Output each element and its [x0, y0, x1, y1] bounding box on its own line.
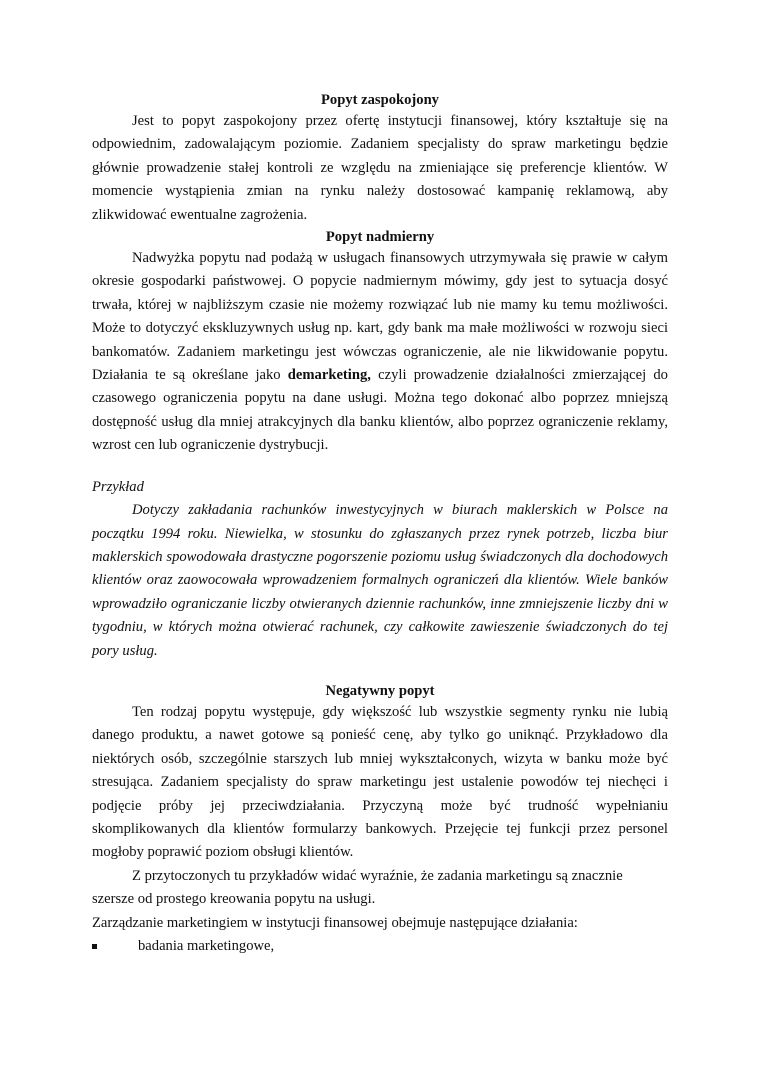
paragraph-negatywny-popyt: Ten rodzaj popytu występuje, gdy większość lub wszystkie segmenty rynku nie lubią danego produktu, a nawet gotowe są ponieść cenę, aby tylko go uniknąć. Przykładowo dla niektórych osób, szczególnie starszych lub mniej wykształconych, wizyta w banku może być stresująca. Zadaniem specjalisty do spraw marketingu jest ustalenie powodów tej niechęci i podjęcie próby jej przeciwdziałania. Przyczyną może być trudność wypełnianiu skomplikowanych dla klientów formularzy bankowych. Przejęcie tej funkcji przez personel mogłoby poprawić poziom obsługi klientów.: [92, 703, 668, 861]
document-content: [92, 90, 668, 959]
term-demarketing: demarketing,: [287, 367, 371, 384]
paragraph-popyt-zaspokojony: Jest to popyt zaspokojony przez ofertę instytucji finansowej, który kształtuje się na odpowiednim, zadowalającym poziomie. Zadaniem specjalisty do spraw marketingu będzie głównie prowadzenie stałej kontroli ze względu na zmieniające się preferencje klientów. W momencie wystąpienia zmian na rynku należy dostosować kampanię reklamową, aby zlikwidować ewentualne zagrożenia.: [92, 113, 668, 223]
heading-popyt-nadmierny: Popyt nadmierny: [325, 229, 435, 246]
paragraph-text: Nadwyżka popytu nad podażą w usługach finansowych utrzymywała się prawie w całym okresie gospodarki państwowej. O popycie nadmiernym mówimy, gdy jest to sytuacja dosyć trwała, której w najbliższym czasie nie możemy rozwiązać lub nie mamy ku temu możliwości. Może to dotyczyć ekskluzywnych usług np. kart, gdy bank ma małe możliwości w rozwoju sieci bankomatów. Zadaniem marketingu jest wówczas ograniczenie, ale nie likwidowanie popytu. Działania te są określane jako: [92, 250, 668, 384]
spacer: [92, 663, 668, 681]
heading-popyt-zaspokojony: Popyt zaspokojony: [321, 92, 439, 108]
list-item-text: badania marketingowe,: [138, 938, 275, 954]
paragraph-example: Dotyczy zakładania rachunków inwestycyjnych w biurach maklerskich w Polsce na początku 1994 roku. Niewielka, w stosunku do zgłaszanych przez rynek potrzeb, liczba biur maklerskich spowodowała drastyczne pogorszenie poziomu usług świadczonych dla dochodowych klientów oraz zaowocowała wprowadzeniem formalnych ograniczeń dla klientów. Wiele banków wprowadziło ograniczanie liczby otwieranych dziennie rachunków, inne zmniejszenie liczby dni w tygodniu, w których można otwierać rachunek, czy całkowite zawieszenie świadczonych do tej pory usług.: [92, 502, 668, 659]
paragraph-intro: Zarządzanie marketingiem w instytucji finansowej obejmuje następujące działania:: [92, 914, 578, 931]
square-bullet-icon: [92, 944, 97, 949]
paragraph-text: czyli prowadzenie działalności zmierzającej do czasowego ograniczenia popytu na dane usługi. Można tego dokonać albo poprzez mniejszą dostępność usług dla mniej atrakcyjnych dla banku klientów, albo poprzez ograniczenie reklamy, wzrost cen lub ograniczenie dystrybucji.: [92, 367, 668, 454]
heading-negatywny-popyt: Negatywny popyt: [325, 682, 435, 699]
spacer: [92, 458, 668, 476]
paragraph-popyt-nadmierny: [92, 247, 668, 458]
example-label: Przykład: [92, 478, 144, 495]
paragraph-summary: Z przytoczonych tu przykładów widać wyraźnie, że zadania marketingu są znacznie szersze od prostego kreowania popytu na usługi.: [92, 867, 623, 908]
list-item: [92, 935, 668, 959]
